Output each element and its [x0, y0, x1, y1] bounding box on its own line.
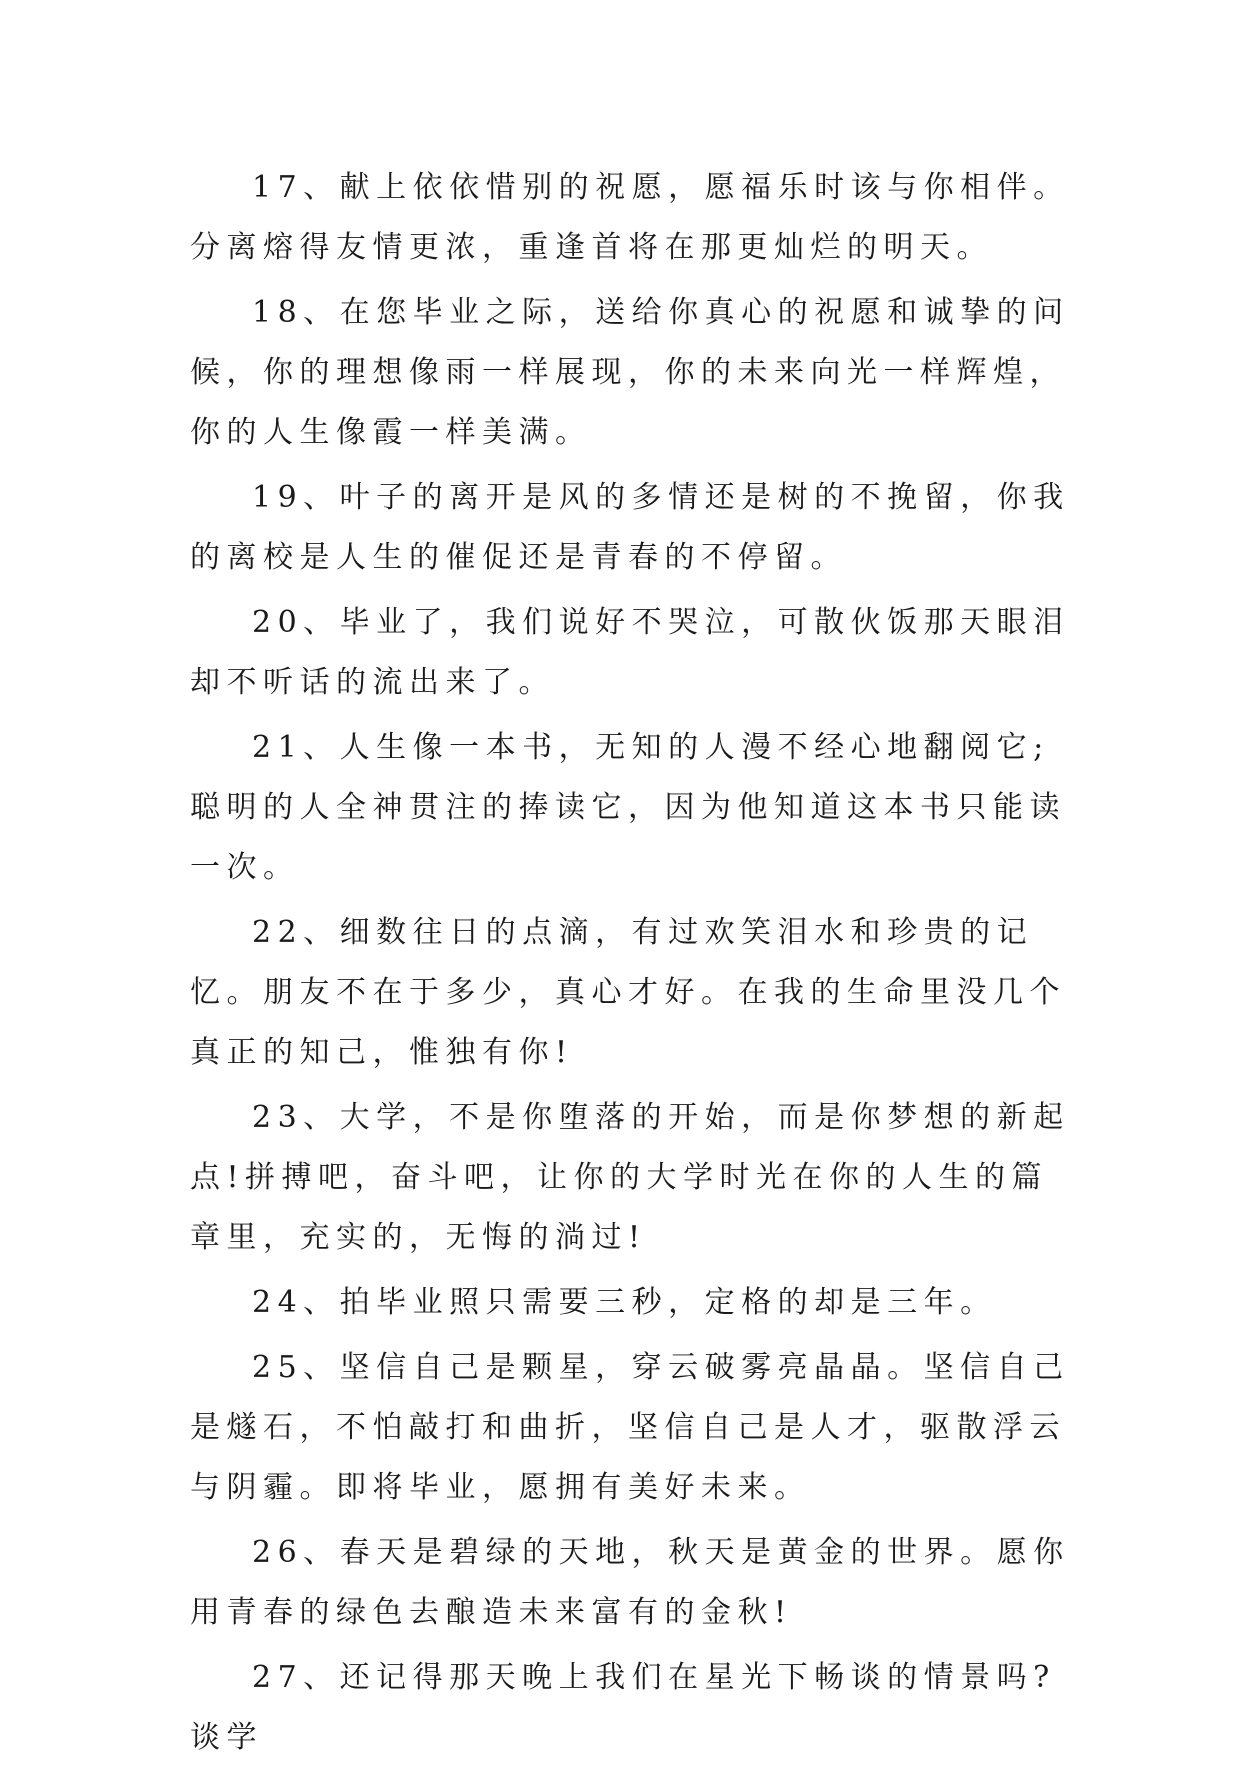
paragraph-27: 27、还记得那天晚上我们在星光下畅谈的情景吗?谈学	[190, 1660, 1056, 1755]
paragraph-23: 23、大学，不是你堕落的开始，而是你梦想的新起点!拼搏吧，奋斗吧，让你的大学时光在你的人生的篇章里，充实的，无悔的淌过!	[190, 1100, 1070, 1255]
paragraph-17: 17、献上依依惜别的祝愿，愿福乐时该与你相伴。分离熔得友情更浓，重逢首将在那更灿烂的明天。	[190, 170, 1070, 265]
paragraph-22: 22、细数往日的点滴，有过欢笑泪水和珍贵的记忆。朋友不在于多少，真心才好。在我的生命里没几个真正的知己，惟独有你!	[190, 915, 1066, 1070]
paragraph-24: 24、拍毕业照只需要三秒，定格的却是三年。	[252, 1285, 997, 1320]
paragraph-20: 20、毕业了，我们说好不哭泣，可散伙饭那天眼泪却不听话的流出来了。	[190, 605, 1070, 700]
document-body	[190, 158, 1070, 1773]
paragraph-19: 19、叶子的离开是风的多情还是树的不挽留，你我的离校是人生的催促还是青春的不停留。	[190, 480, 1070, 575]
paragraph-18: 18、在您毕业之际，送给你真心的祝愿和诚挚的问候，你的理想像雨一样展现，你的未来向光一样辉煌，你的人生像霞一样美满。	[190, 295, 1070, 450]
paragraph-21: 21、人生像一本书，无知的人漫不经心地翻阅它;聪明的人全神贯注的捧读它，因为他知道这本书只能读一次。	[190, 730, 1066, 885]
paragraph-25: 25、坚信自己是颗星，穿云破雾亮晶晶。坚信自己是燧石，不怕敲打和曲折，坚信自己是人才，驱散浮云与阴霾。即将毕业，愿拥有美好未来。	[190, 1350, 1070, 1505]
paragraph-26: 26、春天是碧绿的天地，秋天是黄金的世界。愿你用青春的绿色去酿造未来富有的金秋!	[190, 1535, 1070, 1630]
